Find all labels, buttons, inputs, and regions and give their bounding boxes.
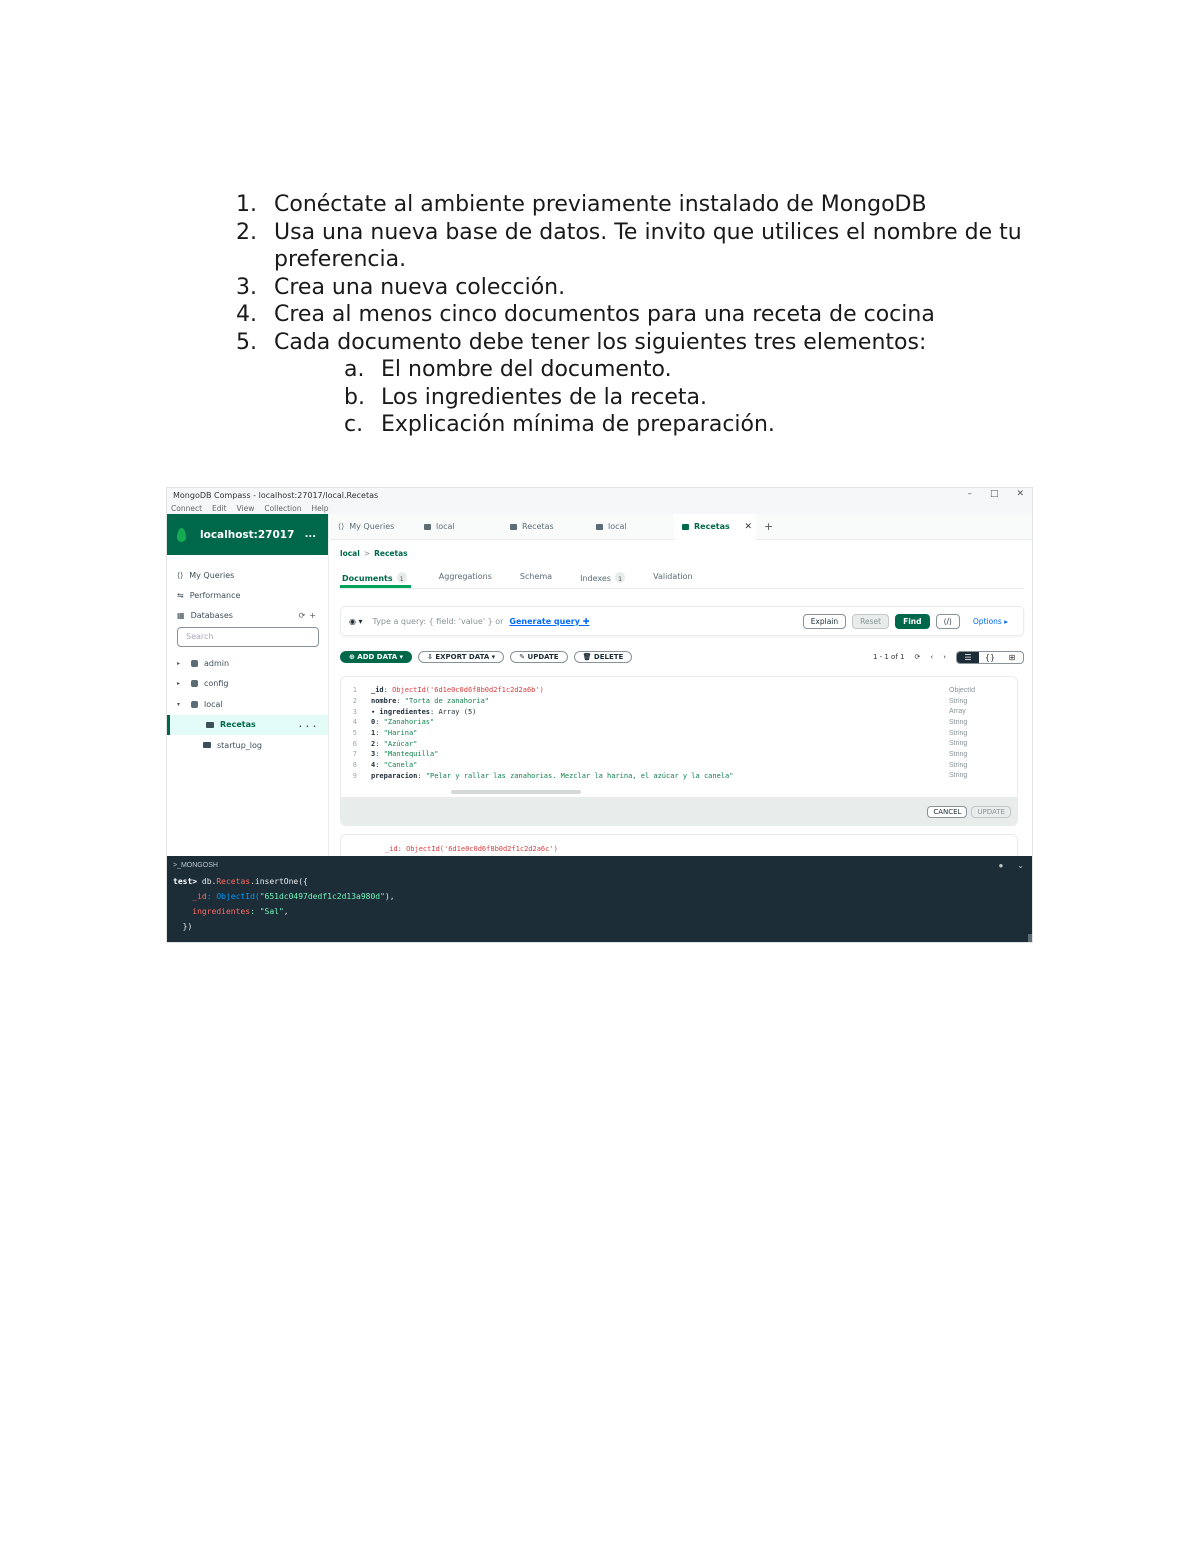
breadcrumb-db[interactable]: local (340, 549, 360, 558)
breadcrumb-collection[interactable]: Recetas (374, 549, 408, 558)
document-field-line[interactable] (341, 706, 1018, 717)
shell-text: "651dc0497dedf1c2d13a980d" (259, 892, 385, 901)
document-field-line[interactable] (341, 771, 1018, 782)
list-item: 4. Crea al menos cinco documentos para una receta de cocina (236, 302, 935, 327)
field-type: String (949, 750, 968, 758)
field-colon: : (383, 686, 393, 695)
code-toggle-icon[interactable]: ⟨/⟩ (936, 614, 960, 629)
update-button[interactable]: ✎ UPDATE (510, 651, 567, 663)
sidebar (167, 514, 329, 856)
tab-label: Indexes (580, 574, 611, 583)
shell-text: _id (173, 892, 207, 901)
chevron-right-icon: ▸ (177, 680, 181, 688)
generate-query-link[interactable]: Generate query ✚ (509, 616, 590, 626)
page-range: 1 - 1 of 1 (872, 653, 905, 661)
line-number: 9 (352, 771, 357, 780)
menu-connect[interactable]: Connect (171, 503, 203, 513)
horizontal-scrollbar[interactable] (451, 790, 581, 794)
field-colon: : (396, 697, 405, 706)
export-data-button[interactable]: ⇩ EXPORT DATA ▾ (418, 651, 504, 663)
close-tab-icon[interactable]: ✕ (744, 521, 752, 532)
folder-icon (203, 742, 211, 748)
document-field-line[interactable] (341, 760, 1018, 771)
field-type: Array (949, 708, 966, 716)
field-value: Array (5) (438, 707, 477, 716)
shell-text: : ObjectId( (206, 892, 260, 901)
tab-label: Documents (342, 574, 393, 583)
database-icon: ▦ (177, 610, 185, 620)
folder-icon (682, 524, 689, 530)
shell-line[interactable] (167, 904, 1033, 919)
prev-page-icon[interactable]: ‹ (930, 653, 934, 661)
field-colon: : (375, 739, 384, 748)
shell-line[interactable] (167, 874, 1033, 889)
connection-name: localhost:27017 (200, 528, 295, 541)
database-tree (177, 653, 328, 756)
sidebar-item-performance[interactable] (177, 585, 328, 605)
list-subitem: c. Explicación mínima de preparación. (344, 412, 775, 437)
next-page-icon[interactable]: › (943, 653, 946, 661)
app-title: MongoDB Compass - localhost:27017/local.Recetas (173, 490, 379, 500)
collection-name: startup_log (217, 740, 262, 750)
field-key: ▾ ingredientes (371, 707, 431, 716)
shell-text: db. (197, 877, 217, 886)
database-icon (596, 524, 603, 530)
reset-button[interactable]: Reset (852, 614, 889, 629)
chevron-down-icon[interactable]: ⌄ (1017, 860, 1024, 870)
field-key: 4 (371, 761, 376, 770)
field-value: "Harina" (383, 729, 418, 738)
maximize-button[interactable]: □ (989, 489, 999, 499)
minimize-button[interactable]: – (967, 489, 972, 499)
list-item: 3. Crea una nueva colección. (236, 274, 566, 300)
line-number: 2 (352, 697, 357, 706)
field-code (371, 740, 949, 748)
sidebar-item-startup-log[interactable] (177, 735, 328, 756)
document-field-line[interactable] (341, 728, 1018, 739)
field-value: ObjectId('6d1e0c0d6f8b0d2f1c2d2a6b') (392, 686, 544, 695)
update-document-button[interactable]: UPDATE (971, 806, 1011, 818)
field-code (371, 697, 949, 705)
document-editor[interactable] (340, 676, 1018, 826)
queries-icon: ⟨⟩ (177, 570, 184, 580)
query-history-icon[interactable]: ◉ ▾ (349, 616, 363, 626)
document-field-line[interactable] (341, 717, 1018, 728)
document-footer (341, 797, 1018, 826)
collection-subtabs (340, 569, 1024, 589)
field-code (371, 761, 949, 769)
view-switcher (956, 651, 1024, 664)
list-item: 2. Usa una nueva base de datos. Te invito que utilices el nombre de tu preferencia. (236, 219, 1022, 272)
menu-edit[interactable]: Edit (212, 503, 227, 513)
tab-label: My Queries (349, 522, 395, 531)
compass-screenshot (166, 487, 1033, 943)
database-icon (191, 701, 198, 708)
shell-text: ingredientes (173, 907, 251, 916)
db-name: admin (204, 658, 230, 668)
document-lines (341, 685, 1018, 781)
shell-text: }) (173, 922, 193, 931)
field-type: String (949, 729, 968, 737)
line-number: 1 (352, 686, 357, 695)
field-type: String (949, 772, 968, 780)
tab-label: local (608, 522, 627, 531)
tab-local-2[interactable] (588, 514, 674, 540)
line-number: 3 (352, 707, 357, 716)
shell-header (167, 856, 1033, 874)
database-icon (191, 660, 198, 667)
database-icon (191, 680, 198, 687)
field-key: 0 (371, 718, 376, 727)
collection-name: Recetas (220, 720, 256, 730)
refresh-add-icons[interactable]: ⟳+ (298, 610, 320, 620)
document-field-line[interactable] (341, 696, 1018, 707)
list-item: 5. Cada documento debe tener los siguientes tres elementos: (236, 329, 927, 355)
documents-toolbar (340, 648, 1024, 666)
field-colon: : (417, 771, 426, 780)
list-subitem: b. Los ingredientes de la receta. (344, 384, 707, 410)
folder-icon (510, 524, 517, 530)
field-type: String (949, 718, 968, 726)
shell-text: ), (384, 892, 395, 901)
tab-recetas[interactable] (502, 514, 588, 540)
tab-documents[interactable] (340, 569, 411, 588)
field-key: nombre (371, 697, 397, 706)
tab-validation[interactable]: Validation (653, 572, 693, 581)
field-value: "Canela" (383, 761, 418, 770)
breadcrumb-separator: > (363, 549, 371, 558)
field-key: 3 (371, 750, 376, 759)
tab-indexes[interactable] (580, 569, 625, 588)
chevron-right-icon: ▸ (177, 659, 181, 667)
breadcrumb (340, 549, 408, 558)
field-code (371, 686, 949, 694)
sidebar-item-label: Performance (189, 590, 241, 600)
explain-button[interactable]: Explain (803, 614, 846, 629)
shell-text: : "Sal" (250, 907, 284, 916)
add-data-button[interactable]: ⊕ ADD DATA ▾ (340, 651, 412, 663)
shell-text: .insertOne({ (250, 877, 308, 886)
sidebar-item-label: Databases (190, 610, 233, 620)
mongosh-panel (167, 856, 1033, 943)
field-key: preparacion (371, 771, 418, 780)
shell-text: , (283, 907, 289, 916)
mongodb-leaf-icon (177, 528, 186, 542)
list-subitem: a. El nombre del documento. (344, 357, 672, 382)
field-key: _id (371, 686, 384, 695)
field-value: "Mantequilla" (383, 750, 439, 759)
field-colon: : (430, 707, 439, 716)
field-code (371, 729, 949, 737)
field-code (371, 772, 949, 780)
sidebar-nav (167, 555, 328, 756)
folder-icon (206, 722, 214, 728)
tab-label: Recetas (694, 522, 730, 531)
line-number: 5 (352, 729, 357, 738)
chevron-down-icon: ▾ (177, 700, 181, 708)
document-field-line[interactable] (341, 685, 1018, 696)
sidebar-item-local[interactable] (177, 694, 328, 715)
sidebar-item-databases[interactable] (177, 605, 328, 625)
shell-line[interactable] (167, 919, 1033, 934)
field-value: "Azúcar" (383, 739, 418, 748)
line-number: 8 (352, 761, 357, 770)
field-key: 1 (371, 729, 376, 738)
query-input[interactable]: Type a query: { field: 'value' } or (372, 616, 504, 626)
connection-header[interactable] (167, 514, 328, 555)
list-item: 1. Conéctate al ambiente previamente instalado de MongoDB (236, 192, 927, 217)
field-code (371, 708, 949, 716)
field-key: 2 (371, 739, 376, 748)
document-field-line[interactable] (341, 738, 1018, 749)
find-button[interactable]: Find (895, 614, 929, 629)
menu-bar (167, 502, 1033, 514)
db-name: local (204, 699, 223, 709)
tab-label: Recetas (522, 522, 554, 531)
tab-recetas-active[interactable] (674, 514, 756, 540)
document-field-line[interactable] (341, 749, 1018, 760)
shell-prompt: test> (173, 877, 198, 886)
line-number: 4 (352, 718, 357, 727)
window-controls (967, 489, 1024, 499)
count-badge: 1 (397, 572, 407, 583)
delete-button[interactable]: 🗑 DELETE (574, 651, 633, 663)
field-code (371, 750, 949, 758)
field-type: String (949, 697, 968, 705)
plus-icon: + (764, 520, 774, 533)
field-value: "Torta de zanahoria" (404, 697, 490, 706)
field-value: "Pelar y rallar las zanahorias. Mezclar la harina, el azúcar y la canela" (425, 771, 734, 780)
document-preview: _id: ObjectId('6d1e0c0d6f8b0d2f1c2d2a6c') (385, 845, 558, 853)
window-titlebar (167, 488, 1033, 502)
sidebar-search-input[interactable]: Search (177, 627, 319, 647)
menu-view[interactable]: View (236, 503, 255, 513)
sidebar-item-my-queries[interactable] (177, 565, 328, 585)
cancel-button[interactable]: CANCEL (927, 806, 967, 818)
sidebar-item-label: My Queries (189, 570, 235, 580)
shell-scrollbar[interactable] (1028, 934, 1033, 943)
tab-label: local (436, 522, 455, 531)
tab-bar (330, 514, 1033, 540)
table-view-icon[interactable]: ⊞ (1008, 652, 1016, 662)
tab-schema[interactable]: Schema (519, 572, 553, 581)
collection-menu-button[interactable]: ... (298, 720, 320, 730)
db-name: config (204, 679, 229, 689)
field-type: String (949, 761, 968, 769)
field-type: ObjectId (949, 686, 976, 694)
database-icon (424, 524, 431, 530)
refresh-icon[interactable]: ⟳ (914, 653, 921, 661)
field-colon: : (375, 761, 384, 770)
json-view-icon[interactable]: {} (984, 652, 996, 662)
query-bar (340, 606, 1024, 636)
sidebar-item-admin[interactable] (177, 653, 328, 674)
field-value: "Zanahorias" (383, 718, 435, 727)
field-code (371, 718, 949, 726)
shell-controls (998, 861, 1024, 870)
main-panel (330, 514, 1033, 856)
list-view-icon[interactable]: ☰ (957, 652, 979, 663)
pagination (873, 651, 1024, 664)
instruction-list (236, 191, 1036, 439)
line-number: 7 (352, 750, 357, 759)
field-type: String (949, 740, 968, 748)
new-tab-button[interactable] (756, 514, 776, 540)
field-colon: : (375, 750, 384, 759)
connection-menu-button[interactable]: ... (304, 529, 316, 540)
menu-collection[interactable]: Collection (264, 503, 302, 513)
menu-help[interactable]: Help (311, 503, 329, 513)
tab-aggregations[interactable]: Aggregations (438, 572, 492, 581)
info-icon[interactable]: ● (998, 860, 1004, 870)
query-buttons (803, 614, 1015, 629)
options-button[interactable]: Options ▸ (966, 615, 1015, 628)
tab-local[interactable] (416, 514, 502, 540)
tab-my-queries[interactable] (330, 514, 416, 540)
sidebar-item-recetas[interactable] (167, 715, 328, 736)
field-colon: : (375, 729, 384, 738)
queries-icon: ⟨⟩ (338, 522, 345, 531)
performance-icon: ⇋ (177, 590, 184, 600)
count-badge: 1 (615, 572, 625, 583)
field-colon: : (375, 718, 384, 727)
shell-text: Recetas (216, 877, 251, 886)
line-number: 6 (352, 739, 357, 748)
shell-title: >_MONGOSH (173, 861, 218, 869)
close-window-button[interactable]: ✕ (1016, 489, 1024, 499)
sidebar-item-config[interactable] (177, 674, 328, 695)
shell-line[interactable] (167, 889, 1033, 904)
